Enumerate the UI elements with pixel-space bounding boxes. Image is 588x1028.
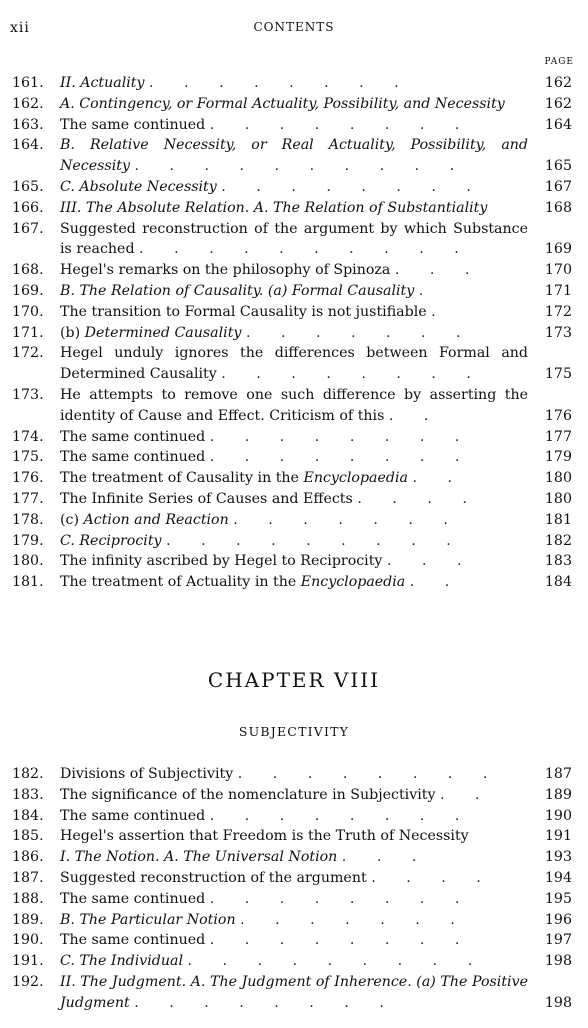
section-title [60,868,528,889]
leader-dots: . . . . . . . [233,511,461,528]
page-number: 177 [544,428,572,445]
section-title [60,806,528,827]
page-number: 167 [544,178,572,195]
toc-entry [12,177,572,198]
section-title [60,910,528,931]
leader-dots: . . . . . . . . . [187,953,486,970]
page-number: 176 [544,407,572,424]
page-number: 175 [544,366,572,383]
page-number: 198 [544,994,572,1011]
toc-entry [12,115,572,136]
title-text: The Infinite Series of Causes and Effects [60,490,353,507]
title-text: The treatment of Actuality in the [60,574,301,591]
section-number: 170. [12,303,44,320]
leader-dots: . . . . . . . . [237,766,501,782]
section-number: 162. [12,95,44,112]
toc-entry [12,489,572,510]
section-number: 171. [12,324,44,341]
section-number: 177. [12,490,44,507]
section-number: 174. [12,428,44,445]
title-text: The same continued [60,890,206,907]
title-text: Encyclopaedia [303,470,408,487]
section-number: 185. [12,828,44,845]
toc-entry [12,281,572,302]
section-title [60,73,528,94]
page-number: 184 [544,574,572,591]
folio: xii [10,20,30,36]
page-number: 193 [544,849,572,866]
section-title [60,930,528,951]
section-title [60,951,528,972]
leader-dots: . . . . . . . . . . [134,158,468,175]
section-number: 180. [12,553,44,570]
toc-entry [12,764,572,785]
title-text: B. The Particular Notion [60,911,236,928]
title-text: II. The Judgment. A. The Judgment of Inherence. (a) The Positive Judgment [60,973,528,1011]
leader-dots: . . . . . . . . [221,178,484,195]
title-text: B. Relative Necessity, or Real Actuality, Possibility, and Necessity [60,137,528,175]
page-number: 187 [544,766,572,782]
page-number: 172 [544,303,572,320]
title-text: Hegel's assertion that Freedom is the Truth of Necessity [60,828,469,845]
title-text: The treatment of Causality in the [60,470,304,487]
toc-entry [12,73,572,94]
page-number: 195 [544,890,572,907]
chapter-heading: CHAPTER VIII [207,668,381,692]
section-number: 189. [12,911,44,928]
section-title [60,343,528,385]
toc-entry [12,385,572,427]
title-text: Suggested reconstruction of the argument by which Substance is reached [60,220,528,258]
page-number: 168 [544,199,572,216]
title-text: The same continued [60,449,206,466]
leader-dots: . . [412,470,466,487]
toc-entry [12,806,572,827]
toc-entry [12,910,572,931]
section-title [60,94,528,115]
leader-dots: . . [440,786,493,803]
title-text: The infinity ascribed by Hegel to Reciprocity [60,553,383,570]
section-title [60,489,528,510]
title-text: B. The Relation of Causality. (a) Formal Causality [60,282,415,299]
section-title [60,177,528,198]
section-title [60,551,528,572]
page-number: 162 [544,75,572,91]
section-number: 183. [12,786,44,803]
section-number: 186. [12,849,44,866]
page-number: 182 [544,532,572,549]
section-number: 164. [12,137,44,154]
toc-entry [12,323,572,344]
title-text: II. Actuality [60,75,145,91]
title-text: The significance of the nomenclature in Subjectivity [60,786,436,803]
section-title [60,510,528,531]
title-text: The same continued [60,932,206,949]
toc-entry [12,447,572,468]
leader-dots: . . . . . . . [240,911,468,928]
title-text: Determined Causality [84,324,242,341]
page-number: 180 [544,470,572,487]
toc-entry [12,343,572,385]
leader-dots: . . . . . . . . . . [139,241,472,258]
leader-dots: . . . [386,553,475,570]
section-title [60,847,528,868]
section-title [60,198,528,219]
leader-dots: . . [388,407,442,424]
section-title [60,135,528,177]
toc-entry [12,219,572,261]
leader-dots: . . . . . . . . [149,75,412,91]
contents-list-chapter-viii [12,764,572,1014]
toc-entry [12,302,572,323]
page-number: 198 [544,953,572,970]
page-number: 179 [544,449,572,466]
page-number: 170 [544,262,572,279]
page-column-label: PAGE [544,57,574,67]
section-title [60,889,528,910]
section-number: 190. [12,932,44,949]
leader-dots: . . . . . . . . [209,807,473,824]
title-text: Hegel's remarks on the philosophy of Spinoza [60,262,391,279]
section-title [60,427,528,448]
section-number: 176. [12,470,44,487]
title-text: C. Absolute Necessity [60,178,217,195]
leader-dots: . . . [341,849,430,866]
leader-dots: . . . . [371,869,494,886]
toc-entry [12,427,572,448]
page-number: 183 [544,553,572,570]
leader-dots: . . [409,574,463,591]
toc-entry [12,951,572,972]
toc-entry [12,551,572,572]
title-text: The same continued [60,116,206,133]
section-number: 168. [12,262,44,279]
section-number: 184. [12,807,44,824]
toc-entry [12,930,572,951]
section-number: 163. [12,116,44,133]
toc-entry [12,135,572,177]
page-number: 181 [544,511,572,528]
section-number: 166. [12,199,44,216]
section-title [60,447,528,468]
section-number: 172. [12,345,44,362]
leader-dots: . . . . . . . . [209,449,473,466]
toc-entry [12,531,572,552]
section-number: 181. [12,574,44,591]
section-title [60,219,528,261]
leader-dots: . . . . . . . . [209,428,473,445]
section-title [60,785,528,806]
section-number: 178. [12,511,44,528]
running-head [10,20,578,38]
title-text: A. Contingency, or Formal Actuality, Possibility, and Necessity [60,95,505,112]
section-number: 169. [12,282,44,299]
toc-entry [12,868,572,889]
section-title [60,764,528,785]
title-text: The transition to Formal Causality is not justifiable [60,303,427,320]
toc-entry [12,510,572,531]
page-number: 165 [544,158,572,175]
toc-entry [12,785,572,806]
section-title [60,385,528,427]
section-title [60,281,528,302]
section-title [60,972,528,1014]
toc-entry [12,260,572,281]
page-number: 190 [544,807,572,824]
title-text: The same continued [60,807,206,824]
leader-dots: . [418,282,437,299]
section-title [60,260,528,281]
section-number: 187. [12,869,44,886]
running-title: CONTENTS [253,20,335,34]
leader-dots: . . . . . . . . [134,994,397,1011]
page-number: 197 [544,932,572,949]
title-text: He attempts to remove one such difference by asserting the identity of Cause and Effect. Criticism of this [60,386,528,424]
page-number: 191 [544,828,572,845]
chapter-title: SUBJECTIVITY [238,724,350,739]
section-number: 191. [12,953,44,970]
leader-dots: . . . . . . . . [209,932,473,949]
section-number: 161. [12,75,44,91]
title-text: III. The Absolute Relation. A. The Relation of Substantiality [60,199,488,216]
leader-dots: . . . . . . . . . [166,532,464,549]
section-number: 179. [12,532,44,549]
title-text: Encyclopaedia [300,574,406,591]
page-number: 171 [544,282,572,299]
title-text: Action and Reaction [83,511,229,528]
toc-entry [12,826,572,847]
leader-dots: . . . . . . . . [209,116,473,133]
leader-dots: . [431,303,449,320]
toc-entry [12,889,572,910]
title-text: (b) [60,324,85,341]
section-number: 173. [12,386,44,403]
toc-entry [12,468,572,489]
leader-dots: . . . . . . . . [209,890,473,907]
section-number: 165. [12,178,44,195]
contents-list-chapter-vii [12,73,572,593]
title-text: C. The Individual [60,953,184,970]
title-text: The same continued [60,428,206,445]
toc-entry [12,572,572,593]
leader-dots: . . . [394,262,483,279]
leader-dots: . . . . [357,490,480,507]
toc-entry [12,972,572,1014]
leader-dots: . . . . . . . . [221,366,484,383]
section-title [60,531,528,552]
toc-entry [12,847,572,868]
page-number: 164 [544,116,572,133]
title-text: Divisions of Subjectivity [60,766,234,782]
section-title [60,826,528,847]
toc-entry [12,94,572,115]
page-number: 194 [544,869,572,886]
page-number: 162 [544,95,572,112]
page-number: 180 [544,490,572,507]
section-number: 188. [12,890,44,907]
leader-dots: . . . . . . . [245,324,474,341]
section-title [60,302,528,323]
page-number: 169 [544,241,572,258]
title-text: Suggested reconstruction of the argument [60,869,367,886]
section-number: 175. [12,449,44,466]
section-number: 192. [12,973,44,990]
section-title [60,115,528,136]
page-number: 173 [544,324,572,341]
page-number: 189 [544,786,572,803]
title-text: (c) [60,511,84,528]
section-title [60,323,528,344]
section-number: 167. [12,220,44,237]
title-text: C. Reciprocity [60,532,162,549]
section-title [60,468,528,489]
title-text: Hegel unduly ignores the differences between Formal and Determined Causality [60,345,528,383]
toc-entry [12,198,572,219]
page-number: 196 [544,911,572,928]
section-number: 182. [12,766,44,782]
section-title [60,572,528,593]
title-text: I. The Notion. A. The Universal Notion [60,849,338,866]
